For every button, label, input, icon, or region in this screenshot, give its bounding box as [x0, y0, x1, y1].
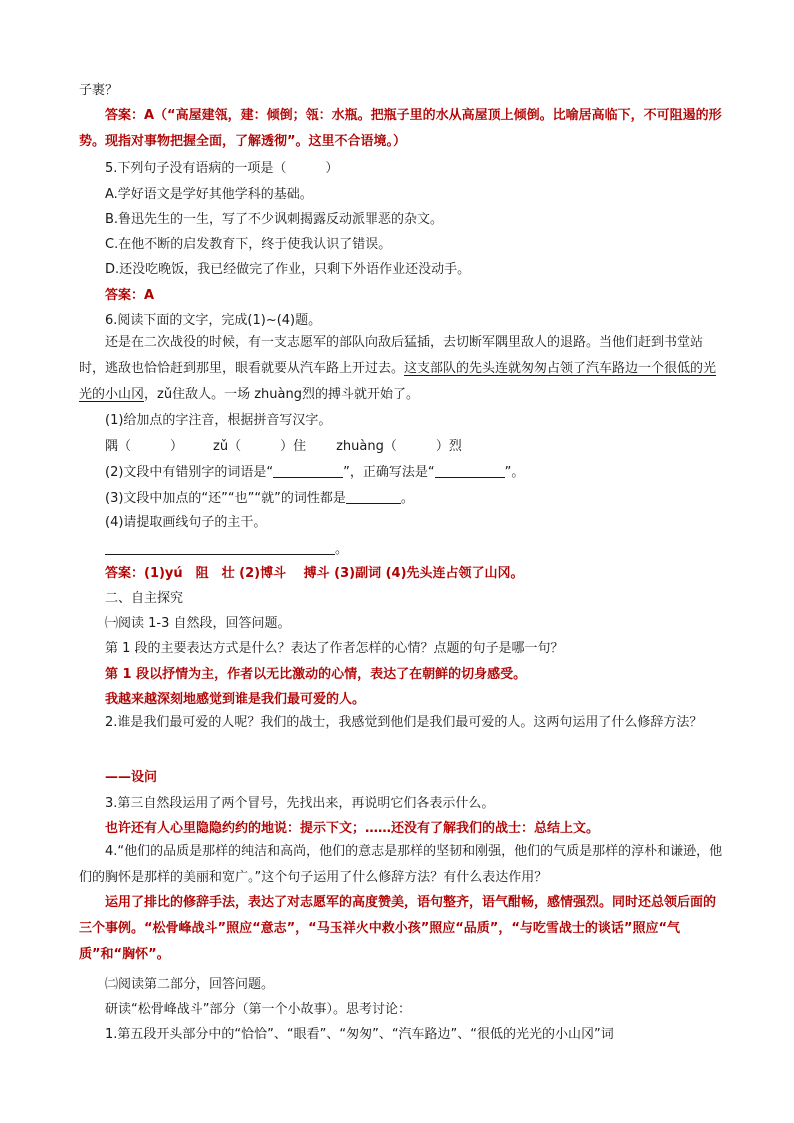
- option-a: A.学好语文是学好其他学科的基础。: [105, 187, 313, 202]
- sub-question-2: [105, 463, 724, 482]
- answer-blank[interactable]: [346, 489, 401, 504]
- answer-text: ——设问: [105, 770, 158, 785]
- question-text: 4.“他们的品质是那样的纯洁和高尚，他们的意志是那样的坚韧和刚强，他们的气质是那样的淳朴和谦逊，他们的胸怀是那样的美丽和宽广。”这个句子运用了什么修辞方法？有什么表达作用？: [79, 844, 723, 885]
- sub-question-1: (1)给加点的字注音，根据拼音写汉字。: [105, 413, 332, 428]
- question-text: ”。: [504, 465, 525, 480]
- question-text: 3.第三自然段运用了两个冒号，先找出来，再说明它们各表示什么。: [105, 796, 495, 811]
- answer-line: [105, 540, 724, 559]
- question-text: 1.第五段开头部分中的“恰恰”、“眼看”、“匆匆”、“汽车路边”、“很低的光光的小山冈”词: [105, 1027, 614, 1042]
- section-heading: 二、自主探究: [105, 591, 184, 606]
- answer-text: 第 1 段以抒情为主，作者以无比激动的心情，表达了在朝鲜的切身感受。: [105, 667, 527, 682]
- answer-text: 运用了排比的修辞手法，表达了对志愿军的高度赞美，语句整齐，语气酣畅，感情强烈。同时还总领后面的三个事例。“松骨峰战斗”照应“意志”，“马玉祥火中救小孩”照应“品质”，“与吃雪战士的谈话”照应“气质”和“胸怀”。: [79, 895, 717, 962]
- question-text: (2)文段中有错别字的词语是“: [105, 465, 274, 480]
- passage-text: ，zǔ住敌人。一场 zhuàng烈的搏斗就开始了。: [144, 387, 419, 402]
- question-text: ”，正确写法是“: [343, 465, 435, 480]
- answer-text: 我越来越深刻地感觉到谁是我们最可爱的人。: [105, 692, 366, 707]
- subsection-heading: ㈡阅读第二部分，回答问题。: [105, 977, 275, 992]
- question-text: 2.谁是我们最可爱的人呢？我们的战士，我感觉到他们是我们最可爱的人。这两句运用了什么修辞方法？: [105, 715, 703, 730]
- question-text: 研读“松骨峰战斗”部分（第一个小故事）。思考讨论：: [105, 1002, 411, 1017]
- underlined-sentence: 这支部队的先头连就匆匆占领了汽车路边一个很低的光光的小山冈: [79, 361, 717, 402]
- pinyin-item: 隅（ ）: [105, 439, 184, 454]
- answer-blank[interactable]: [435, 463, 505, 478]
- answer-text: 答案：A: [105, 288, 155, 303]
- question-text: 第 1 段的主要表达方式是什么？表达了作者怎样的心情？点题的句子是哪一句？: [105, 641, 564, 656]
- sub-question-4: (4)请提取画线句子的主干。: [105, 515, 267, 530]
- question-text: (3)文段中加点的“还”“也”“就”的词性都是: [105, 491, 346, 506]
- text-line: 子裹？: [79, 83, 119, 98]
- pinyin-row: [105, 438, 724, 456]
- question-6: 6.阅读下面的文字，完成(1)~(4)题。: [105, 313, 322, 328]
- option-c: C.在他不断的启发教育下，终于使我认识了错误。: [105, 237, 392, 252]
- answer-blank[interactable]: [273, 463, 343, 478]
- question-5: 5.下列句子没有语病的一项是（ ）: [105, 161, 339, 176]
- question-text: 。: [335, 542, 349, 557]
- answer-text: 答案：A（“高屋建瓴，建：倾倒；瓴：水瓶。把瓶子里的水从高屋顶上倾倒。比喻居高临下，不可阻遏的形势。现指对事物把握全面，了解透彻”。这里不合语境。）: [79, 108, 722, 149]
- sub-question-3: [105, 489, 724, 508]
- answer-text: 答案：(1)yú 阻 壮 (2)博斗 搏斗 (3)副词 (4)先头连占领了山冈。: [105, 566, 524, 581]
- pinyin-item: zhuàng（ ）烈: [336, 439, 462, 454]
- passage-text: 还是在二次战役的时候，有一支志愿军的部队向敌后猛插，去切断军隅里敌人的退路。当他们赶到书堂站时，逃敌也恰恰赶到那里，眼看就要从汽车路上开过去。: [79, 335, 704, 376]
- answer-text: 也许还有人心里隐隐约约的地说：提示下文；……还没有了解我们的战士：总结上文。: [105, 821, 600, 836]
- question-text: 。: [400, 491, 414, 506]
- subsection-heading: ㈠阅读 1-3 自然段，回答问题。: [105, 616, 291, 631]
- option-b: B.鲁迅先生的一生，写了不少讽刺揭露反动派罪恶的杂文。: [105, 212, 444, 227]
- answer-blank[interactable]: [105, 540, 335, 555]
- reading-passage: [79, 330, 724, 408]
- option-d: D.还没吃晚饭，我已经做完了作业，只剩下外语作业还没动手。: [105, 262, 471, 277]
- pinyin-item: zǔ（ ）住: [213, 439, 307, 454]
